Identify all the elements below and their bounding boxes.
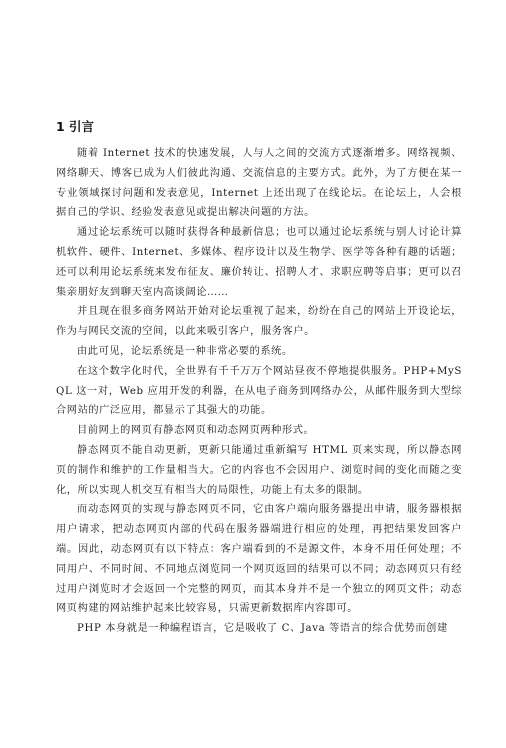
paragraph-8: 而动态网页的实现与静态网页不同，它由客户端向服务器提出申请，服务器根据用户请求，把动态网页内部的代码在服务器端进行相应的处理，再把结果发回客户端。因此，动态网页有以下特点：客户端看到的不是源文件，本身不用任何处理；不同用户、不同时间、不同地点浏览同一个网页返回的结果可以不同；动态网页只有经过用户浏览时才会返回一个完整的网页，而其本身并不是一个独立的网页文件；动态网页构建的网站维护起来比较容易，只需更新数据库内容即可。 — [56, 504, 462, 615]
paragraph-7: 静态网页不能自动更新，更新只能通过重新编写 HTML 页来实现，所以静态网页的制作和维护的工作量相当大。它的内容也不会因用户、浏览时间的变化而随之变化，所以实现人机交互有相当大的局限性，功能上有太多的限制。 — [56, 444, 462, 496]
paragraph-3: 并且现在很多商务网站开始对论坛重视了起来，纷纷在自己的网站上开设论坛，作为与网民交流的空间，以此来吸引客户，服务客户。 — [56, 306, 462, 338]
paragraph-4: 由此可见，论坛系统是一种非常必要的系统。 — [77, 345, 293, 357]
section-heading: 1 引言 — [56, 119, 95, 134]
paragraph-9: PHP 本身就是一种编程语言，它是吸收了 C、Java 等语言的综合优势而创建 — [77, 623, 448, 635]
paragraph-6: 目前网上的网页有静态网页和动态网页两种形式。 — [77, 425, 315, 437]
section-body — [56, 144, 462, 639]
paragraph-1: 随着 Internet 技术的快速发展，人与人之间的交流方式逐渐增多。网络视频、网络聊天、博客已成为人们彼此沟通、交流信息的主要方式。此外，为了方便在某一专业领域探讨问题和发表意见，Internet 上还出现了在线论坛。在论坛上，人会根据自己的学识、经验发表意见或提出解决问题的方法。 — [56, 148, 462, 219]
paragraph-2: 通过论坛系统可以随时获得各种最新信息；也可以通过论坛系统与别人讨论计算机软件、硬件、Internet、多媒体、程序设计以及生物学、医学等各种有趣的话题；还可以利用论坛系统来发布征友、廉价转让、招聘人才、求职应聘等启事；更可以召集亲朋好友到聊天室内高谈阔论…… — [56, 227, 462, 298]
paragraph-5: 在这个数字化时代，全世界有千千万万个网站昼夜不停地提供服务。PHP+MySQL 这一对，Web 应用开发的利器，在从电子商务到网络办公，从邮件服务到大型综合网站的广泛应用，都显示了其强大的功能。 — [56, 365, 462, 417]
